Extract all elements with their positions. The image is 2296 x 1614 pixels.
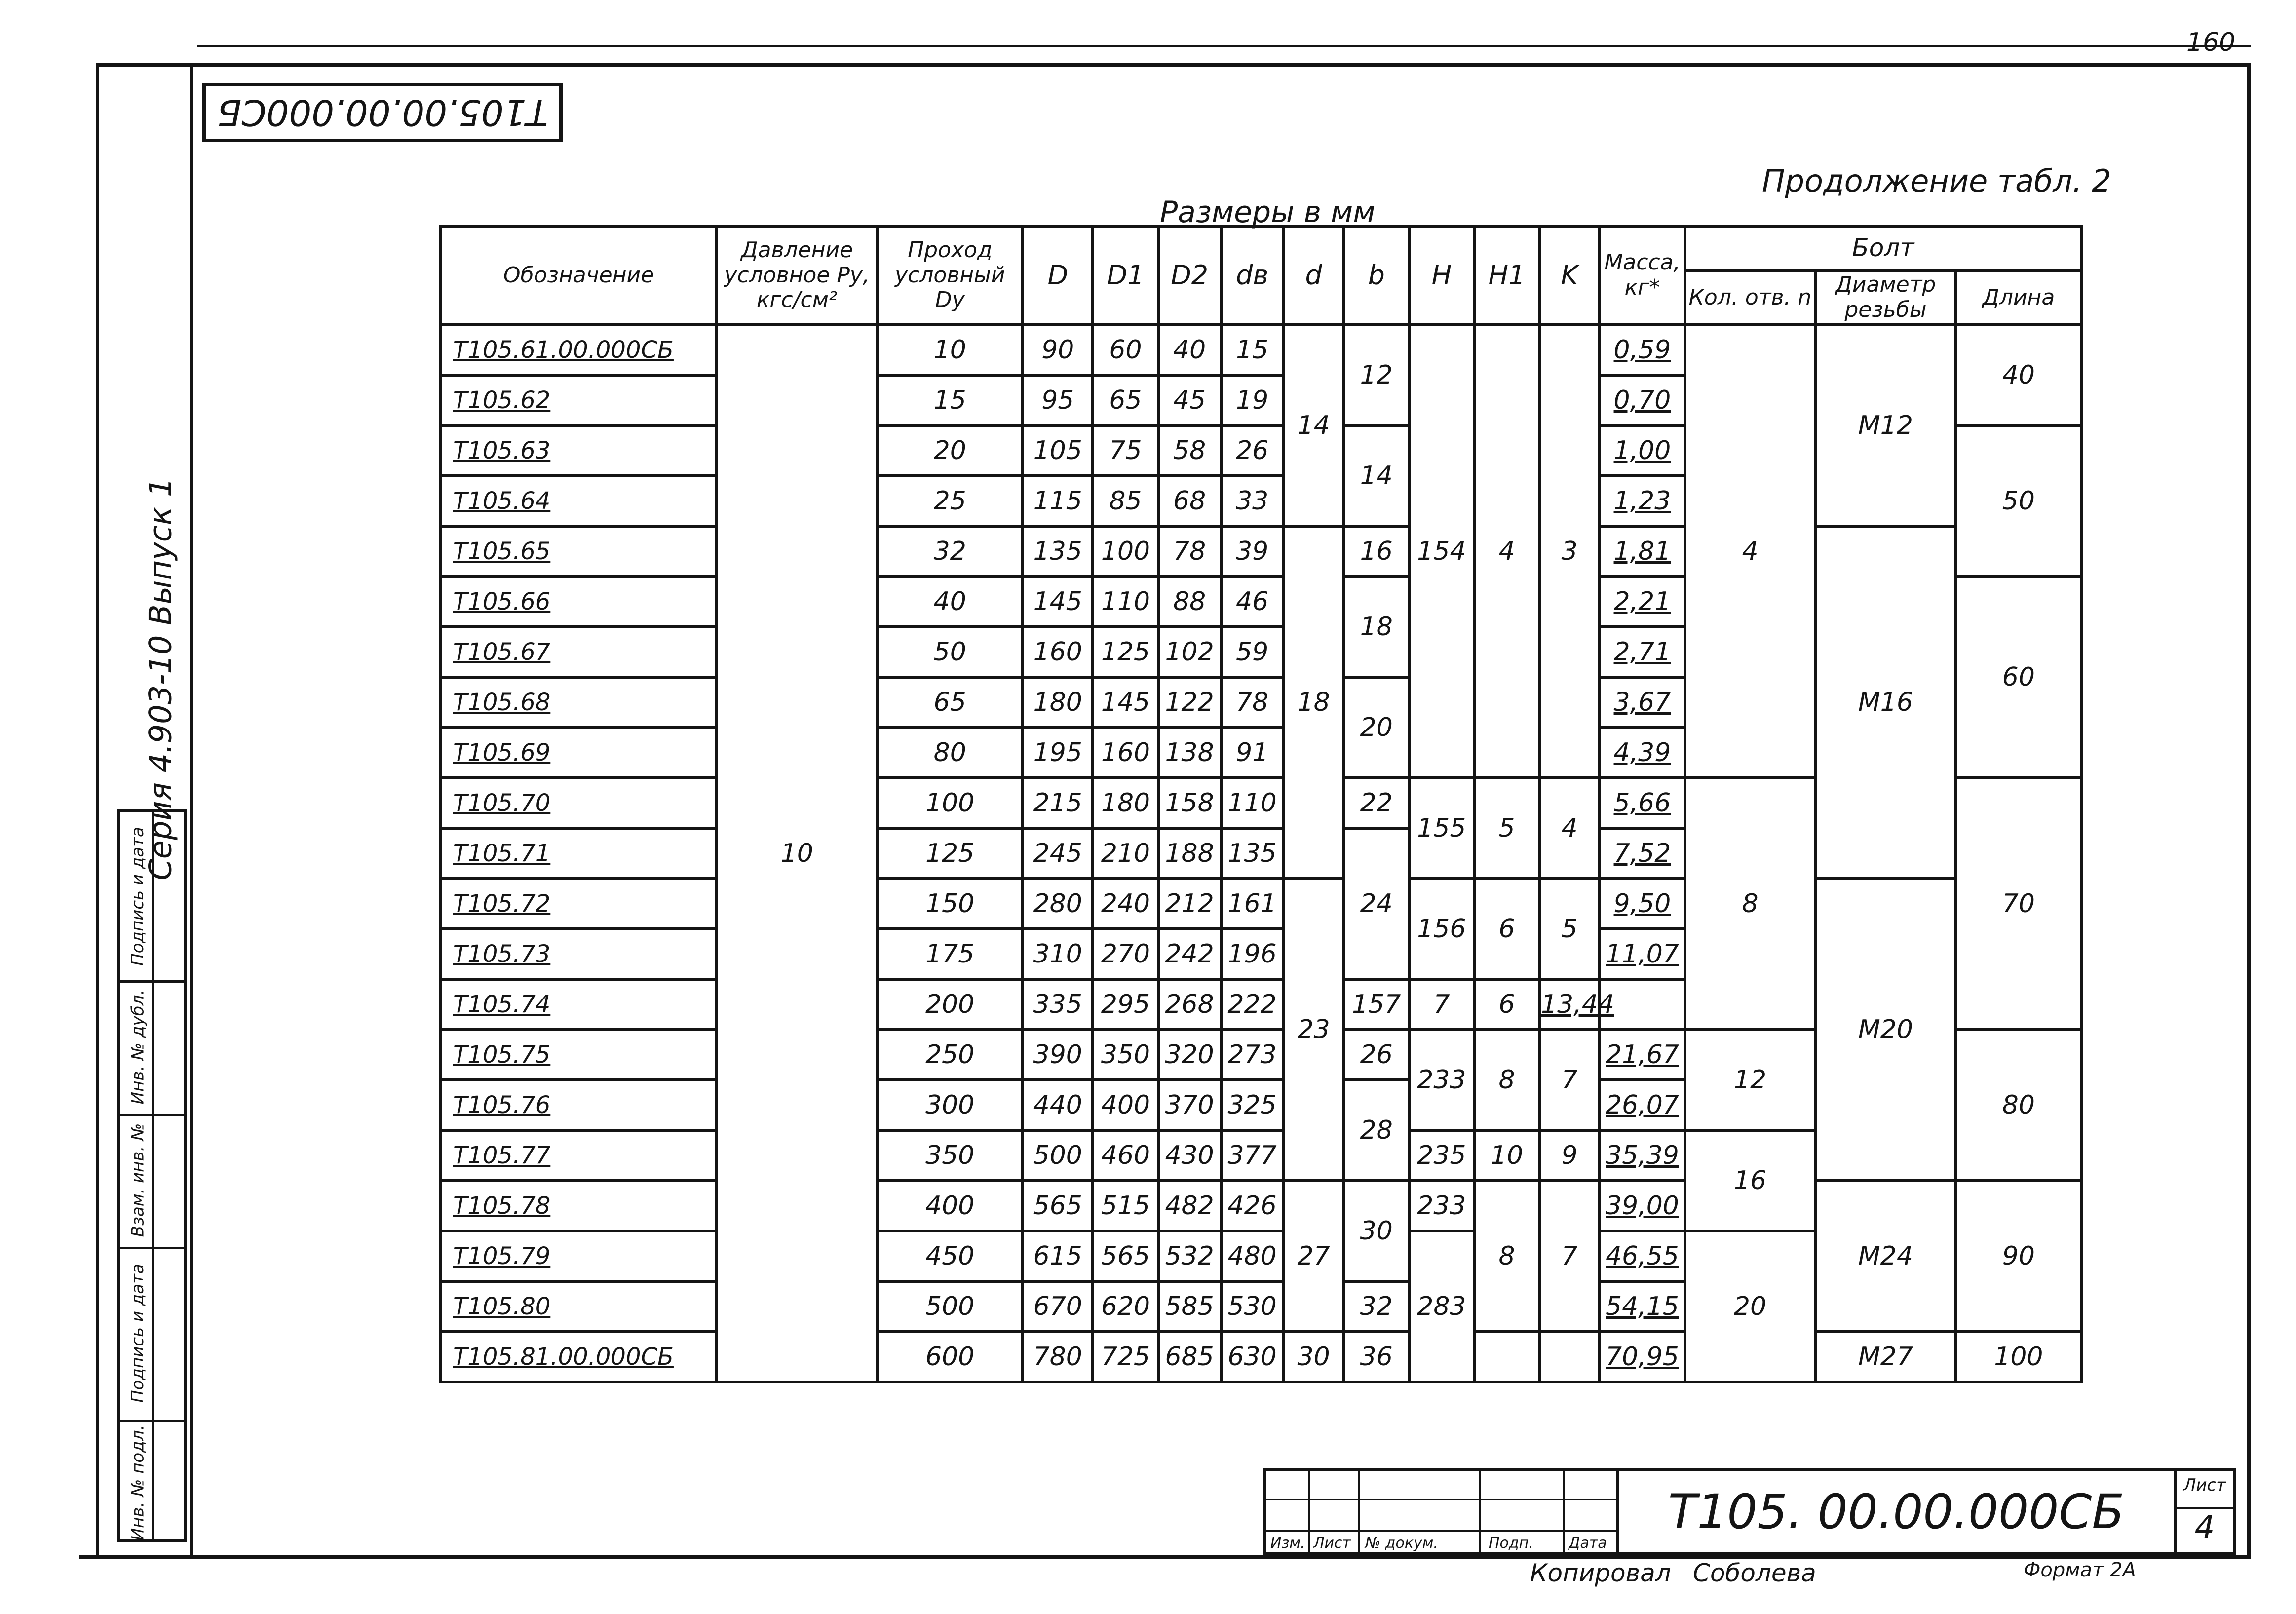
cell-D2: 68 xyxy=(1158,476,1221,526)
cell-code: Т105.64 xyxy=(441,476,717,526)
cell-dv: 26 xyxy=(1221,425,1284,476)
cell-H: 235 xyxy=(1409,1130,1474,1181)
cell-dy: 40 xyxy=(877,576,1023,627)
copier-name: Соболева xyxy=(1693,1559,1816,1587)
header-designation: Обозначение xyxy=(441,226,717,325)
cell-K: 7 xyxy=(1539,1181,1600,1332)
cell-d: 14 xyxy=(1284,325,1344,526)
cell-d: 30 xyxy=(1284,1332,1344,1382)
side-stamp-label: Подпись и дата xyxy=(128,1264,148,1403)
cell-mass: 70,95 xyxy=(1600,1332,1685,1382)
cell-bolt-thread: М27 xyxy=(1815,1332,1956,1382)
cell-D: 780 xyxy=(1023,1332,1093,1382)
cell-bolt-length: 40 xyxy=(1956,325,2081,425)
cell-D2: 45 xyxy=(1158,375,1221,425)
cell-mass: 2,21 xyxy=(1600,576,1685,627)
cell-bolt-thread: М12 xyxy=(1815,325,1956,526)
frame-right xyxy=(2247,63,2251,1559)
cell-mass: 5,66 xyxy=(1600,778,1685,828)
cell-D: 215 xyxy=(1023,778,1093,828)
cell-dv: 39 xyxy=(1221,526,1284,576)
cell-dv: 222 xyxy=(1221,979,1284,1030)
header-D1: D1 xyxy=(1093,226,1158,325)
table-row xyxy=(441,325,2081,375)
cell-K: 6 xyxy=(1474,979,1539,1030)
cell-D: 115 xyxy=(1023,476,1093,526)
cell-dy: 600 xyxy=(877,1332,1023,1382)
cell-D2: 242 xyxy=(1158,929,1221,979)
cell-bolt-length: 100 xyxy=(1956,1332,2081,1382)
cell-D1: 125 xyxy=(1093,627,1158,677)
cell-mass: 3,67 xyxy=(1600,677,1685,728)
cell-bolt-length: 50 xyxy=(1956,425,2081,576)
cell-D1: 65 xyxy=(1093,375,1158,425)
top-stamp xyxy=(202,83,563,142)
header-D2: D2 xyxy=(1158,226,1221,325)
cell-D: 280 xyxy=(1023,879,1093,929)
cell-D2: 212 xyxy=(1158,879,1221,929)
header-pressure: Давление условное Ру, кгс/см² xyxy=(717,226,877,325)
cell-dy: 175 xyxy=(877,929,1023,979)
cell-D2: 102 xyxy=(1158,627,1221,677)
frame-top-thin xyxy=(197,45,2251,47)
cell-code: Т105.76 xyxy=(441,1080,717,1130)
cell-bolt-length: 70 xyxy=(1956,778,2081,1030)
cell-mass: 1,81 xyxy=(1600,526,1685,576)
cell-D2: 78 xyxy=(1158,526,1221,576)
cell-mass: 13,44 xyxy=(1539,979,1600,1030)
cell-D: 500 xyxy=(1023,1130,1093,1181)
cell-H1: 6 xyxy=(1474,879,1539,979)
cell-K: 4 xyxy=(1539,778,1600,879)
tb-label-change: Изм. xyxy=(1270,1535,1305,1552)
cell-code: Т105.71 xyxy=(441,828,717,879)
cell-b: 16 xyxy=(1344,526,1409,576)
cell-b: 32 xyxy=(1344,1281,1409,1332)
side-stamp-label: Инв. № дубл. xyxy=(128,989,148,1105)
cell-D: 105 xyxy=(1023,425,1093,476)
tb-label-sheet: Лист xyxy=(1313,1535,1351,1552)
cell-dy: 50 xyxy=(877,627,1023,677)
cell-H: 233 xyxy=(1409,1030,1474,1130)
cell-mass: 11,07 xyxy=(1600,929,1685,979)
cell-dy: 25 xyxy=(877,476,1023,526)
table-row xyxy=(441,879,2081,929)
cell-code: Т105.72 xyxy=(441,879,717,929)
tb-label-date: Дата xyxy=(1569,1535,1607,1552)
cell-pressure: 10 xyxy=(717,325,877,1382)
cell-H1: 8 xyxy=(1474,1181,1539,1332)
cell-dv: 325 xyxy=(1221,1080,1284,1130)
cell-bolt-thread: М24 xyxy=(1815,1181,1956,1332)
cell-D1: 565 xyxy=(1093,1231,1158,1281)
cell-D2: 40 xyxy=(1158,325,1221,375)
cell-D: 90 xyxy=(1023,325,1093,375)
cell-mass: 21,67 xyxy=(1600,1030,1685,1080)
cell-bolt-length: 90 xyxy=(1956,1181,2081,1332)
format-label: Формат 2А xyxy=(2024,1559,2136,1581)
cell-dy: 150 xyxy=(877,879,1023,929)
cell-code: Т105.61.00.000СБ xyxy=(441,325,717,375)
cell-K: 5 xyxy=(1539,879,1600,979)
cell-dy: 80 xyxy=(877,728,1023,778)
cell-dy: 65 xyxy=(877,677,1023,728)
cell-b: 26 xyxy=(1344,1030,1409,1080)
cell-bolt-thread: М16 xyxy=(1815,526,1956,879)
cell-dv: 91 xyxy=(1221,728,1284,778)
cell-D2: 585 xyxy=(1158,1281,1221,1332)
tb-col-line xyxy=(1563,1471,1565,1552)
cell-code: Т105.66 xyxy=(441,576,717,627)
cell-dy: 350 xyxy=(877,1130,1023,1181)
cell-mass: 0,70 xyxy=(1600,375,1685,425)
cell-code: Т105.62 xyxy=(441,375,717,425)
cell-code: Т105.68 xyxy=(441,677,717,728)
cell-dy: 10 xyxy=(877,325,1023,375)
cell-D: 195 xyxy=(1023,728,1093,778)
cell-D1: 400 xyxy=(1093,1080,1158,1130)
cell-D1: 75 xyxy=(1093,425,1158,476)
cell-H: 156 xyxy=(1409,879,1474,979)
cell-dy: 20 xyxy=(877,425,1023,476)
side-stamp-label: Взам. инв. № xyxy=(128,1123,148,1237)
cell-mass: 0,59 xyxy=(1600,325,1685,375)
cell-D1: 725 xyxy=(1093,1332,1158,1382)
cell-b: 30 xyxy=(1344,1181,1409,1281)
series-label: Серия 4.903-10 Выпуск 1 xyxy=(142,477,179,880)
cell-D: 335 xyxy=(1023,979,1093,1030)
frame-left-outer xyxy=(96,63,99,1559)
header-row xyxy=(441,226,2081,270)
cell-d: 27 xyxy=(1284,1181,1344,1332)
cell-dy: 450 xyxy=(877,1231,1023,1281)
cell-code: Т105.80 xyxy=(441,1281,717,1332)
cell-D1: 100 xyxy=(1093,526,1158,576)
cell-D1: 60 xyxy=(1093,325,1158,375)
cell-dv: 59 xyxy=(1221,627,1284,677)
cell-code: Т105.77 xyxy=(441,1130,717,1181)
cell-dv: 19 xyxy=(1221,375,1284,425)
cell-D: 565 xyxy=(1023,1181,1093,1231)
frame-top xyxy=(99,63,2251,67)
cell-bolt-count: 12 xyxy=(1685,1030,1815,1130)
cell-D: 245 xyxy=(1023,828,1093,879)
cell-D: 160 xyxy=(1023,627,1093,677)
table-row xyxy=(441,1332,2081,1382)
header-K: K xyxy=(1539,226,1600,325)
cell-dy: 32 xyxy=(877,526,1023,576)
cell-mass: 39,00 xyxy=(1600,1181,1685,1231)
cell-dv: 630 xyxy=(1221,1332,1284,1382)
tb-col-line xyxy=(1358,1471,1360,1552)
cell-dy: 200 xyxy=(877,979,1023,1030)
cell-b: 20 xyxy=(1344,677,1409,778)
dimensions-caption: Размеры в мм xyxy=(1160,195,1376,230)
cell-D2: 685 xyxy=(1158,1332,1221,1382)
cell-mass: 35,39 xyxy=(1600,1130,1685,1181)
cell-H1: 10 xyxy=(1474,1130,1539,1181)
sheet-label: Лист xyxy=(2183,1475,2226,1495)
cell-D2: 122 xyxy=(1158,677,1221,728)
cell-dv: 46 xyxy=(1221,576,1284,627)
cell-D2: 370 xyxy=(1158,1080,1221,1130)
cell-K: 7 xyxy=(1539,1030,1600,1130)
continuation-label: Продолжение табл. 2 xyxy=(1762,163,2111,199)
flange-dimensions-table xyxy=(439,225,2083,1383)
cell-dv: 33 xyxy=(1221,476,1284,526)
header-H: H xyxy=(1409,226,1474,325)
frame-bottom xyxy=(79,1555,2251,1559)
series-label-box xyxy=(123,477,197,880)
cell-dv: 273 xyxy=(1221,1030,1284,1080)
cell-bolt-count: 16 xyxy=(1685,1130,1815,1231)
cell-dv: 530 xyxy=(1221,1281,1284,1332)
cell-D1: 350 xyxy=(1093,1030,1158,1080)
cell-dy: 500 xyxy=(877,1281,1023,1332)
cell-b: 22 xyxy=(1344,778,1409,828)
title-block-sheet xyxy=(2177,1468,2236,1555)
title-block xyxy=(1263,1468,2236,1555)
header-bolt-thread: Диаметр резьбы xyxy=(1815,270,1956,325)
cell-dy: 250 xyxy=(877,1030,1023,1080)
cell-dy: 400 xyxy=(877,1181,1023,1231)
cell-D1: 620 xyxy=(1093,1281,1158,1332)
cell-H1: 8 xyxy=(1474,1030,1539,1130)
cell-dy: 125 xyxy=(877,828,1023,879)
cell-D2: 158 xyxy=(1158,778,1221,828)
cell-code: Т105.74 xyxy=(441,979,717,1030)
header-H1: H1 xyxy=(1474,226,1539,325)
cell-d: 23 xyxy=(1284,879,1344,1181)
cell-H1-blank xyxy=(1474,1332,1539,1382)
tb-label-doc: № докум. xyxy=(1365,1535,1438,1552)
cell-D2: 532 xyxy=(1158,1231,1221,1281)
side-stamp-label: Инв. № подл. xyxy=(128,1424,148,1540)
top-stamp-code: Т105.00.00.000СБ xyxy=(217,92,548,133)
tb-label-sign: Подп. xyxy=(1489,1535,1533,1552)
cell-dv: 480 xyxy=(1221,1231,1284,1281)
cell-D2: 88 xyxy=(1158,576,1221,627)
cell-code: Т105.75 xyxy=(441,1030,717,1080)
cell-D: 180 xyxy=(1023,677,1093,728)
cell-D1: 460 xyxy=(1093,1130,1158,1181)
cell-D2: 430 xyxy=(1158,1130,1221,1181)
header-passage: Проход условный Dу xyxy=(877,226,1023,325)
cell-code: Т105.65 xyxy=(441,526,717,576)
cell-dv: 78 xyxy=(1221,677,1284,728)
cell-dv: 426 xyxy=(1221,1181,1284,1231)
cell-mass: 54,15 xyxy=(1600,1281,1685,1332)
cell-code: Т105.63 xyxy=(441,425,717,476)
cell-b: 18 xyxy=(1344,576,1409,677)
header-dv: dв xyxy=(1221,226,1284,325)
cell-bolt-count: 20 xyxy=(1685,1231,1815,1382)
cell-D: 95 xyxy=(1023,375,1093,425)
cell-code: Т105.73 xyxy=(441,929,717,979)
cell-d: 18 xyxy=(1284,526,1344,879)
cell-bolt-thread: М20 xyxy=(1815,879,1956,1181)
header-b: b xyxy=(1344,226,1409,325)
sheet-number: 4 xyxy=(2177,1507,2233,1546)
cell-H1: 7 xyxy=(1409,979,1474,1030)
cell-D1: 145 xyxy=(1093,677,1158,728)
cell-dv: 377 xyxy=(1221,1130,1284,1181)
cell-D: 670 xyxy=(1023,1281,1093,1332)
header-d: d xyxy=(1284,226,1344,325)
cell-bolt-count: 8 xyxy=(1685,778,1815,1030)
cell-H: 283 xyxy=(1409,1231,1474,1382)
cell-code: Т105.79 xyxy=(441,1231,717,1281)
cell-b: 28 xyxy=(1344,1080,1409,1181)
cell-dv: 135 xyxy=(1221,828,1284,879)
cell-D: 145 xyxy=(1023,576,1093,627)
cell-D: 390 xyxy=(1023,1030,1093,1080)
cell-bolt-length: 80 xyxy=(1956,1030,2081,1181)
cell-D2: 58 xyxy=(1158,425,1221,476)
cell-b: 14 xyxy=(1344,425,1409,526)
cell-D1: 160 xyxy=(1093,728,1158,778)
header-bolt-length: Длина xyxy=(1956,270,2081,325)
cell-D1: 515 xyxy=(1093,1181,1158,1231)
title-block-revisions xyxy=(1263,1468,1619,1555)
cell-mass: 1,00 xyxy=(1600,425,1685,476)
header-bolt-count: Кол. отв. n xyxy=(1685,270,1815,325)
cell-D2: 268 xyxy=(1158,979,1221,1030)
copied-label: Копировал xyxy=(1530,1559,1671,1587)
cell-D2: 482 xyxy=(1158,1181,1221,1231)
cell-dy: 100 xyxy=(877,778,1023,828)
cell-dy: 300 xyxy=(877,1080,1023,1130)
cell-H: 154 xyxy=(1409,325,1474,778)
cell-K: 9 xyxy=(1539,1130,1600,1181)
cell-b: 24 xyxy=(1344,828,1409,979)
cell-D: 135 xyxy=(1023,526,1093,576)
cell-D1: 295 xyxy=(1093,979,1158,1030)
cell-bolt-length: 60 xyxy=(1956,576,2081,778)
cell-dv: 110 xyxy=(1221,778,1284,828)
cell-D2: 320 xyxy=(1158,1030,1221,1080)
cell-D2: 188 xyxy=(1158,828,1221,879)
cell-D1: 110 xyxy=(1093,576,1158,627)
cell-D1: 270 xyxy=(1093,929,1158,979)
title-block-code xyxy=(1619,1468,2177,1555)
page-number: 160 xyxy=(2186,28,2236,57)
cell-mass: 4,39 xyxy=(1600,728,1685,778)
cell-D2: 138 xyxy=(1158,728,1221,778)
cell-D1: 180 xyxy=(1093,778,1158,828)
side-stamp-label: Подпись и дата xyxy=(128,827,148,966)
cell-mass: 7,52 xyxy=(1600,828,1685,879)
cell-H1: 4 xyxy=(1474,325,1539,778)
cell-D: 615 xyxy=(1023,1231,1093,1281)
cell-mass: 9,50 xyxy=(1600,879,1685,929)
tb-col-line xyxy=(1479,1471,1481,1552)
cell-D1: 210 xyxy=(1093,828,1158,879)
cell-code: Т105.70 xyxy=(441,778,717,828)
cell-K: 3 xyxy=(1539,325,1600,778)
cell-bolt-count: 4 xyxy=(1685,325,1815,778)
tb-col-line xyxy=(1308,1471,1310,1552)
cell-mass: 26,07 xyxy=(1600,1080,1685,1130)
cell-dy: 15 xyxy=(877,375,1023,425)
cell-K-blank xyxy=(1539,1332,1600,1382)
header-D: D xyxy=(1023,226,1093,325)
cell-D: 310 xyxy=(1023,929,1093,979)
cell-H1: 5 xyxy=(1474,778,1539,879)
header-mass: Масса, кг* xyxy=(1600,226,1685,325)
cell-dv: 196 xyxy=(1221,929,1284,979)
cell-dv: 15 xyxy=(1221,325,1284,375)
cell-H: 233 xyxy=(1409,1181,1474,1231)
cell-b: 12 xyxy=(1344,325,1409,425)
cell-D: 440 xyxy=(1023,1080,1093,1130)
cell-code: Т105.81.00.000СБ xyxy=(441,1332,717,1382)
cell-H: 157 xyxy=(1344,979,1409,1030)
cell-D1: 85 xyxy=(1093,476,1158,526)
side-stamp xyxy=(117,809,187,1542)
cell-code: Т105.67 xyxy=(441,627,717,677)
cell-mass: 46,55 xyxy=(1600,1231,1685,1281)
cell-code: Т105.69 xyxy=(441,728,717,778)
table-row xyxy=(441,1181,2081,1231)
cell-dv: 161 xyxy=(1221,879,1284,929)
cell-code: Т105.78 xyxy=(441,1181,717,1231)
cell-H: 155 xyxy=(1409,778,1474,879)
table-row xyxy=(441,526,2081,576)
cell-mass: 2,71 xyxy=(1600,627,1685,677)
header-bolt: Болт xyxy=(1685,226,2081,270)
cell-b: 36 xyxy=(1344,1332,1409,1382)
document-code: Т105. 00.00.000СБ xyxy=(1668,1484,2125,1539)
cell-D1: 240 xyxy=(1093,879,1158,929)
cell-mass: 1,23 xyxy=(1600,476,1685,526)
